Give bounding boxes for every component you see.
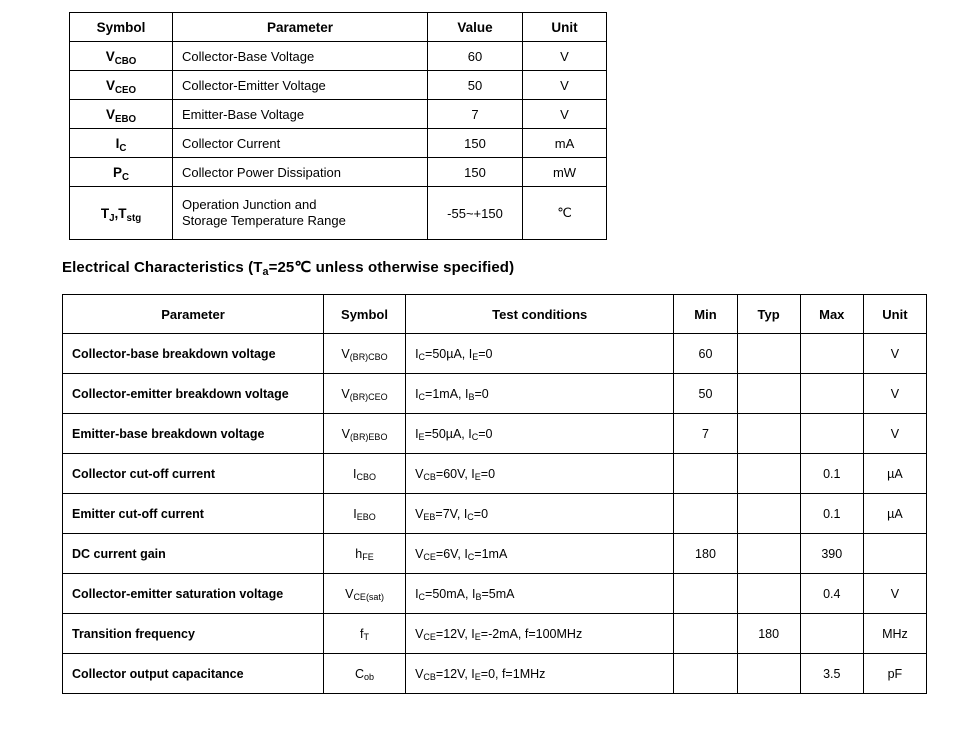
heading-prefix: Electrical Characteristics (T	[62, 259, 263, 276]
table-row	[63, 414, 927, 454]
cell-value: -55~+150	[428, 187, 523, 240]
condition-symbol: $I_C$	[415, 386, 426, 403]
cell-symbol	[70, 100, 173, 129]
column-header-typ: Typ	[737, 295, 800, 334]
cell-min	[674, 494, 737, 534]
cell-unit: ℃	[523, 187, 607, 240]
cell-unit: V	[523, 42, 607, 71]
symbol-subscript: T	[363, 632, 370, 643]
table-row	[63, 454, 927, 494]
cell-unit: pF	[863, 654, 926, 694]
condition-subscript: E	[474, 632, 481, 643]
condition-symbol: $V_{CB}$	[415, 466, 436, 483]
cell-typ: 180	[737, 614, 800, 654]
column-header-test-conditions: Test conditions	[406, 295, 674, 334]
symbol-text: $C_{ob}$	[355, 666, 375, 683]
cell-min	[674, 654, 737, 694]
electrical-characteristics-heading	[62, 258, 515, 279]
symbol-text: $V_{CE(sat)}$	[345, 586, 384, 603]
absolute-maximum-ratings-body	[70, 42, 607, 240]
table-header-row	[70, 13, 607, 42]
table-row	[63, 334, 927, 374]
cell-test-condition	[406, 454, 674, 494]
cell-typ	[737, 414, 800, 454]
cell-parameter: Emitter-Base Voltage	[173, 100, 428, 129]
condition-symbol: $I_C$	[464, 546, 475, 563]
condition-subscript: C	[467, 512, 474, 523]
condition-subscript: E	[472, 352, 479, 363]
cell-test-condition	[406, 414, 674, 454]
symbol-text: $V_{CEO}$	[105, 77, 137, 96]
condition-symbol: $V_{CB}$	[415, 666, 436, 683]
condition-text: =1mA,	[425, 386, 465, 401]
symbol-text: $V_{(BR)CEO}$	[341, 386, 388, 403]
cell-symbol	[323, 334, 405, 374]
cell-unit: V	[863, 414, 926, 454]
cell-parameter: Collector-Emitter Voltage	[173, 71, 428, 100]
symbol-separator: ,	[114, 205, 119, 221]
cell-min: 7	[674, 414, 737, 454]
cell-max: 390	[800, 534, 863, 574]
condition-subscript: B	[475, 592, 482, 603]
cell-test-condition	[406, 374, 674, 414]
column-header-unit: Unit	[523, 13, 607, 42]
table-row	[70, 42, 607, 71]
electrical-characteristics-body	[63, 334, 927, 694]
cell-unit: V	[863, 374, 926, 414]
cell-parameter: Collector-emitter saturation voltage	[63, 574, 324, 614]
condition-text: =5mA	[481, 586, 515, 601]
condition-subscript: C	[471, 432, 479, 443]
cell-typ	[737, 374, 800, 414]
cell-unit: µA	[863, 454, 926, 494]
heading-subscript: a	[262, 266, 269, 279]
cell-value: 50	[428, 71, 523, 100]
symbol-subscript: (BR)EBO	[349, 432, 388, 443]
cell-max	[800, 374, 863, 414]
column-header-parameter: Parameter	[173, 13, 428, 42]
cell-unit: V	[863, 334, 926, 374]
cell-symbol	[323, 414, 405, 454]
table-row	[63, 494, 927, 534]
cell-symbol	[70, 187, 173, 240]
condition-subscript: CB	[423, 472, 436, 483]
condition-symbol: $V_{CE}$	[415, 546, 436, 563]
condition-symbol: $I_E$	[468, 346, 479, 363]
table-row	[70, 100, 607, 129]
symbol-subscript: EBO	[114, 113, 137, 125]
cell-test-condition	[406, 614, 674, 654]
cell-parameter: Collector output capacitance	[63, 654, 324, 694]
cell-test-condition	[406, 654, 674, 694]
condition-text: =50µA,	[424, 426, 469, 441]
condition-text: =1mA	[474, 546, 508, 561]
symbol-text: $I_{CBO}$	[353, 466, 377, 483]
cell-min: 180	[674, 534, 737, 574]
cell-value: 150	[428, 129, 523, 158]
condition-subscript: E	[474, 472, 481, 483]
cell-symbol	[70, 42, 173, 71]
condition-text: =0	[478, 426, 493, 441]
cell-max: 0.1	[800, 494, 863, 534]
cell-symbol	[70, 129, 173, 158]
condition-subscript: C	[467, 552, 475, 563]
absolute-maximum-ratings-table-container	[69, 12, 606, 240]
symbol-text: $V_{CBO}$	[105, 48, 137, 67]
cell-symbol	[70, 158, 173, 187]
cell-min: 60	[674, 334, 737, 374]
cell-typ	[737, 334, 800, 374]
cell-typ	[737, 574, 800, 614]
cell-unit: mA	[523, 129, 607, 158]
parameter-line: Storage Temperature Range	[182, 213, 346, 228]
condition-text: =0	[474, 386, 489, 401]
symbol-subscript: (BR)CBO	[349, 352, 388, 363]
condition-text: =6V,	[435, 546, 465, 561]
cell-unit: V	[523, 71, 607, 100]
column-header-unit: Unit	[863, 295, 926, 334]
symbol-subscript: (BR)CEO	[349, 392, 388, 403]
electrical-characteristics-table-container	[62, 294, 927, 694]
cell-parameter	[173, 187, 428, 240]
column-header-parameter: Parameter	[63, 295, 324, 334]
cell-unit: µA	[863, 494, 926, 534]
cell-value: 7	[428, 100, 523, 129]
symbol-text: $f_T$	[360, 626, 370, 643]
cell-parameter: Transition frequency	[63, 614, 324, 654]
cell-symbol	[323, 654, 405, 694]
symbol-subscript: CEO	[114, 84, 137, 96]
symbol-subscript: C	[121, 171, 130, 183]
cell-parameter: Collector cut-off current	[63, 454, 324, 494]
condition-symbol: $I_B$	[471, 586, 482, 603]
column-header-value: Value	[428, 13, 523, 42]
table-row	[70, 129, 607, 158]
cell-symbol	[323, 454, 405, 494]
absolute-maximum-ratings-table	[69, 12, 607, 240]
symbol-text: $V_{EBO}$	[105, 106, 137, 125]
cell-parameter: Collector Current	[173, 129, 428, 158]
cell-unit	[863, 534, 926, 574]
column-header-min: Min	[674, 295, 737, 334]
condition-symbol: $V_{EB}$	[415, 506, 436, 523]
cell-max	[800, 414, 863, 454]
condition-symbol: $I_C$	[463, 506, 474, 523]
condition-subscript: CE	[423, 632, 436, 643]
table-row	[70, 158, 607, 187]
symbol-text: $P_C$	[112, 164, 130, 183]
condition-subscript: C	[418, 352, 426, 363]
cell-symbol	[323, 374, 405, 414]
condition-symbol: $I_C$	[415, 586, 426, 603]
column-header-symbol: Symbol	[323, 295, 405, 334]
electrical-characteristics-table	[62, 294, 927, 694]
cell-max: 0.4	[800, 574, 863, 614]
cell-unit: V	[863, 574, 926, 614]
symbol-text: $V_{(BR)EBO}$	[341, 426, 388, 443]
cell-max	[800, 334, 863, 374]
cell-value: 60	[428, 42, 523, 71]
condition-text: =0	[478, 346, 493, 361]
condition-text: =12V,	[435, 626, 472, 641]
table-row	[70, 187, 607, 240]
cell-test-condition	[406, 534, 674, 574]
cell-symbol	[323, 574, 405, 614]
symbol-subscript: EBO	[356, 512, 376, 523]
condition-symbol: $V_{CE}$	[415, 626, 436, 643]
table-row	[70, 71, 607, 100]
symbol-subscript: CBO	[356, 472, 377, 483]
condition-symbol: $I_E$	[471, 466, 481, 483]
condition-symbol: $I_C$	[415, 346, 426, 363]
symbol-text: $T_J$	[100, 205, 115, 224]
cell-max: 3.5	[800, 654, 863, 694]
condition-symbol: $I_E$	[415, 426, 425, 443]
cell-unit: MHz	[863, 614, 926, 654]
cell-parameter: Collector-base breakdown voltage	[63, 334, 324, 374]
cell-min	[674, 574, 737, 614]
condition-subscript: E	[474, 672, 481, 683]
symbol-subscript: C	[119, 142, 127, 154]
cell-unit: V	[523, 100, 607, 129]
condition-text: =0	[480, 466, 496, 481]
condition-subscript: EB	[423, 512, 436, 523]
condition-text: =60V,	[435, 466, 472, 481]
condition-text: =50µA,	[425, 346, 469, 361]
table-row	[63, 534, 927, 574]
heading-suffix: =25℃ unless otherwise specified)	[268, 259, 515, 276]
symbol-text: $h_{FE}$	[355, 546, 374, 563]
cell-min: 50	[674, 374, 737, 414]
cell-min	[674, 454, 737, 494]
cell-test-condition	[406, 334, 674, 374]
table-row	[63, 654, 927, 694]
condition-symbol: $I_E$	[471, 666, 481, 683]
parameter-line: Operation Junction and	[182, 196, 317, 212]
symbol-subscript: ob	[364, 672, 375, 683]
cell-symbol	[70, 71, 173, 100]
symbol-subscript: CE(sat)	[353, 592, 384, 603]
column-header-max: Max	[800, 295, 863, 334]
symbol-subscript: CBO	[114, 55, 137, 67]
cell-test-condition	[406, 494, 674, 534]
condition-text: =50mA,	[425, 586, 472, 601]
cell-min	[674, 614, 737, 654]
condition-symbol: $I_E$	[471, 626, 481, 643]
condition-subscript: CB	[423, 672, 436, 683]
condition-text: =12V,	[435, 666, 472, 681]
condition-subscript: B	[468, 392, 475, 403]
symbol-text: $I_{EBO}$	[353, 506, 376, 523]
condition-subscript: E	[418, 432, 425, 443]
symbol-subscript: FE	[362, 552, 374, 563]
cell-typ	[737, 654, 800, 694]
cell-parameter: Emitter cut-off current	[63, 494, 324, 534]
cell-typ	[737, 454, 800, 494]
cell-parameter: Collector-emitter breakdown voltage	[63, 374, 324, 414]
cell-max: 0.1	[800, 454, 863, 494]
condition-subscript: C	[418, 592, 426, 603]
cell-symbol	[323, 534, 405, 574]
cell-parameter: Collector Power Dissipation	[173, 158, 428, 187]
condition-text: =7V,	[435, 506, 464, 521]
table-row	[63, 374, 927, 414]
condition-symbol: $I_B$	[465, 386, 475, 403]
symbol-text: $I_C$	[115, 135, 127, 154]
symbol-text: $V_{(BR)CBO}$	[341, 346, 388, 363]
condition-subscript: C	[418, 392, 426, 403]
cell-symbol	[323, 614, 405, 654]
symbol-text: $T_{stg}$	[118, 205, 142, 224]
symbol-subscript: J	[109, 212, 115, 224]
cell-parameter: Emitter-base breakdown voltage	[63, 414, 324, 454]
cell-unit: mW	[523, 158, 607, 187]
table-header-row	[63, 295, 927, 334]
cell-typ	[737, 534, 800, 574]
cell-symbol	[323, 494, 405, 534]
cell-typ	[737, 494, 800, 534]
condition-text: =-2mA, f=100MHz	[480, 626, 583, 641]
condition-subscript: CE	[423, 552, 436, 563]
condition-symbol: $I_C$	[468, 426, 479, 443]
condition-text: =0	[473, 506, 489, 521]
column-header-symbol: Symbol	[70, 13, 173, 42]
cell-value: 150	[428, 158, 523, 187]
cell-test-condition	[406, 574, 674, 614]
cell-parameter: DC current gain	[63, 534, 324, 574]
cell-max	[800, 614, 863, 654]
table-row	[63, 574, 927, 614]
symbol-subscript: stg	[126, 212, 142, 224]
table-row	[63, 614, 927, 654]
cell-parameter: Collector-Base Voltage	[173, 42, 428, 71]
condition-text: =0, f=1MHz	[480, 666, 546, 681]
